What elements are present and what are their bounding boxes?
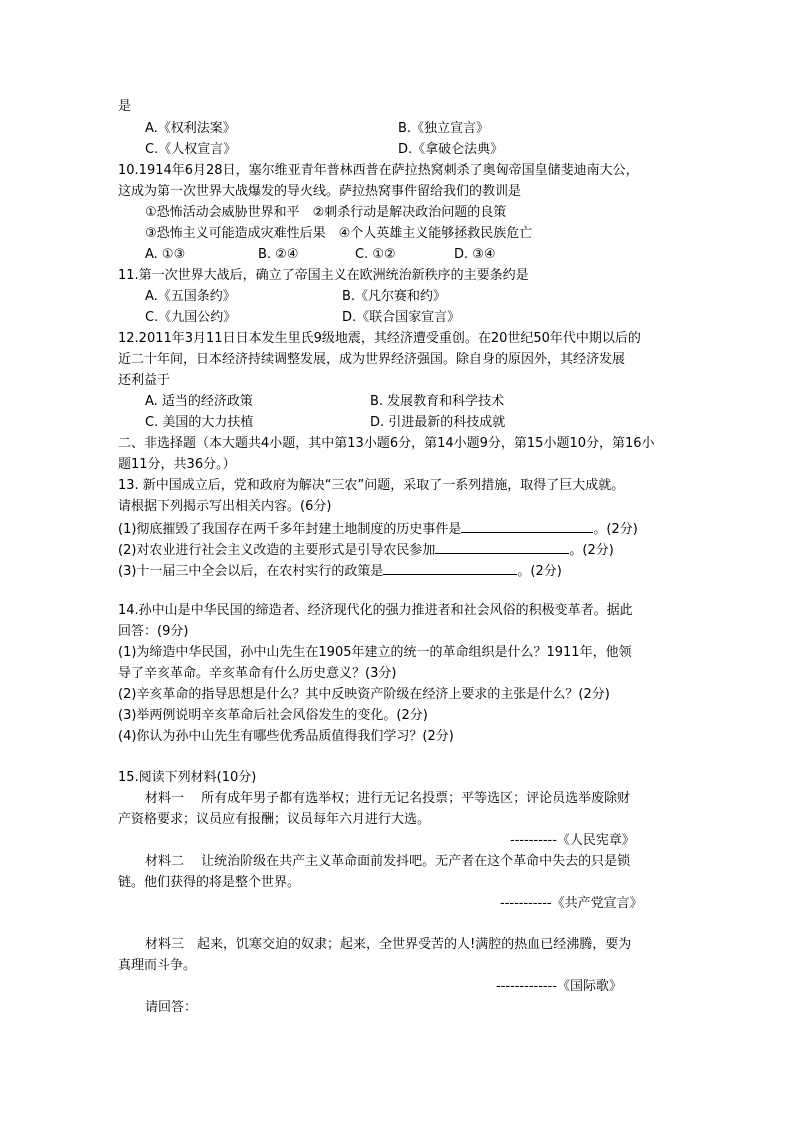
option-c: C.《人权宣言》 bbox=[145, 142, 237, 157]
option-d: D. 引进最新的科技成就 bbox=[370, 415, 506, 430]
question-15: 15.阅读下列材料(10分) bbox=[118, 770, 257, 785]
text-line: 产资格要求；议员应有报酬；议员每年六月进行大选。 bbox=[118, 812, 431, 827]
prompt: (1)彻底摧毁了我国存在两千多年封建土地制度的历史事件是 bbox=[118, 522, 462, 537]
option-b: B.《凡尔赛和约》 bbox=[342, 289, 447, 304]
text-line: 链。他们获得的将是整个世界。 bbox=[118, 875, 301, 890]
section-heading: 二、非选择题（本大题共4小题，其中第13小题6分，第14小题9分，第15小题10分，第16小 bbox=[118, 436, 655, 451]
prompt: (2)对农业进行社会主义改造的主要形式是引导农民参加 bbox=[118, 543, 436, 558]
fill-in-line-2 bbox=[118, 539, 614, 561]
question-10: 10.1914年6月28日，塞尔维亚青年普林西普在萨拉热窝刺杀了奥匈帝国皇储斐迪南大公， bbox=[118, 163, 639, 178]
answer-blank[interactable] bbox=[383, 560, 517, 575]
material-2: 材料二 让统治阶级在共产主义革命面前发抖吧。无产者在这个革命中失去的只是锁 bbox=[145, 854, 631, 869]
text-line: 请根据下列揭示写出相关内容。(6分) bbox=[118, 499, 332, 514]
material-3: 材料三 起来，饥寒交迫的奴隶；起来，全世界受苦的人!满腔的热血已经沸腾，要为 bbox=[145, 937, 632, 952]
score: 。(2分) bbox=[593, 522, 638, 537]
option-d: D.《拿破仑法典》 bbox=[398, 142, 504, 157]
option-b: B. ②④ bbox=[258, 247, 299, 262]
question-12: 12.2011年3月11日日本发生里氏9级地震，其经济遭受重创。在20世纪50年代中期以后的 bbox=[118, 331, 641, 346]
text-line: ①恐怖活动会威胁世界和平 ②刺杀行动是解决政治问题的良策 bbox=[145, 205, 507, 220]
option-d: D. ③④ bbox=[454, 247, 496, 262]
question-13: 13. 新中国成立后，党和政府为解决“三农”问题，采取了一系列措施，取得了巨大成就。 bbox=[118, 478, 625, 493]
source-attribution: -------------《国际歌》 bbox=[496, 979, 622, 994]
material-1: 材料一 所有成年男子都有选举权；进行无记名投票；平等选区；评论员选举废除财 bbox=[145, 791, 631, 806]
option-b: B.《独立宣言》 bbox=[398, 121, 490, 136]
text-line: 题11分，共36分。） bbox=[118, 457, 236, 472]
option-a: A. ①③ bbox=[145, 247, 186, 262]
text-line: 回答：(9分) bbox=[118, 624, 189, 639]
sub-question: (2)辛亥革命的指导思想是什么？其中反映资产阶级在经济上要求的主张是什么？(2分) bbox=[118, 687, 610, 702]
text-line: 真理而斗争。 bbox=[118, 958, 197, 973]
question-11: 11.第一次世界大战后，确立了帝国主义在欧洲统治新秩序的主要条约是 bbox=[118, 268, 529, 283]
source-attribution: -----------《共产党宣言》 bbox=[500, 896, 643, 911]
text-line: ③恐怖主义可能造成灾难性后果 ④个人英雄主义能够拯救民族危亡 bbox=[145, 226, 533, 241]
option-b: B. 发展教育和科学技术 bbox=[370, 394, 505, 409]
text-line: 还利益于 bbox=[118, 373, 171, 388]
option-c: C. 美国的大力扶植 bbox=[145, 415, 254, 430]
fill-in-line-3 bbox=[118, 560, 562, 582]
text-line: 是 bbox=[118, 99, 132, 114]
source-attribution: ----------《人民宪章》 bbox=[510, 833, 635, 848]
sub-question: (1)为缔造中华民国，孙中山先生在1905年建立的统一的革命组织是什么？1911年，他领 bbox=[118, 645, 632, 660]
option-d: D.《联合国家宣言》 bbox=[342, 310, 461, 325]
option-c: C. ①② bbox=[355, 247, 396, 262]
prompt-answer: 请回答： bbox=[145, 1000, 198, 1015]
score: 。(2分) bbox=[569, 543, 614, 558]
answer-blank[interactable] bbox=[435, 539, 569, 554]
option-a: A. 适当的经济政策 bbox=[145, 394, 253, 409]
option-c: C.《九国公约》 bbox=[145, 310, 237, 325]
prompt: (3)十一届三中全会以后，在农村实行的政策是 bbox=[118, 564, 384, 579]
question-14: 14.孙中山是中华民国的缔造者、经济现代化的强力推进者和社会风俗的积极变革者。据此 bbox=[118, 603, 633, 618]
sub-question: (3)举两例说明辛亥革命后社会风俗发生的变化。(2分) bbox=[118, 708, 428, 723]
option-a: A.《五国条约》 bbox=[145, 289, 236, 304]
option-a: A.《权利法案》 bbox=[145, 121, 236, 136]
answer-blank[interactable] bbox=[461, 518, 593, 533]
fill-in-line-1 bbox=[118, 518, 638, 540]
text-line: 导了辛亥革命。辛亥革命有什么历史意义？(3分) bbox=[118, 666, 397, 681]
score: 。(2分) bbox=[517, 564, 562, 579]
text-line: 这成为第一次世界大战爆发的导火线。萨拉热窝事件留给我们的教训是 bbox=[118, 184, 522, 199]
sub-question: (4)你认为孙中山先生有哪些优秀品质值得我们学习？(2分) bbox=[118, 729, 454, 744]
text-line: 近二十年间，日本经济持续调整发展，成为世界经济强国。除自身的原因外，其经济发展 bbox=[118, 352, 626, 367]
